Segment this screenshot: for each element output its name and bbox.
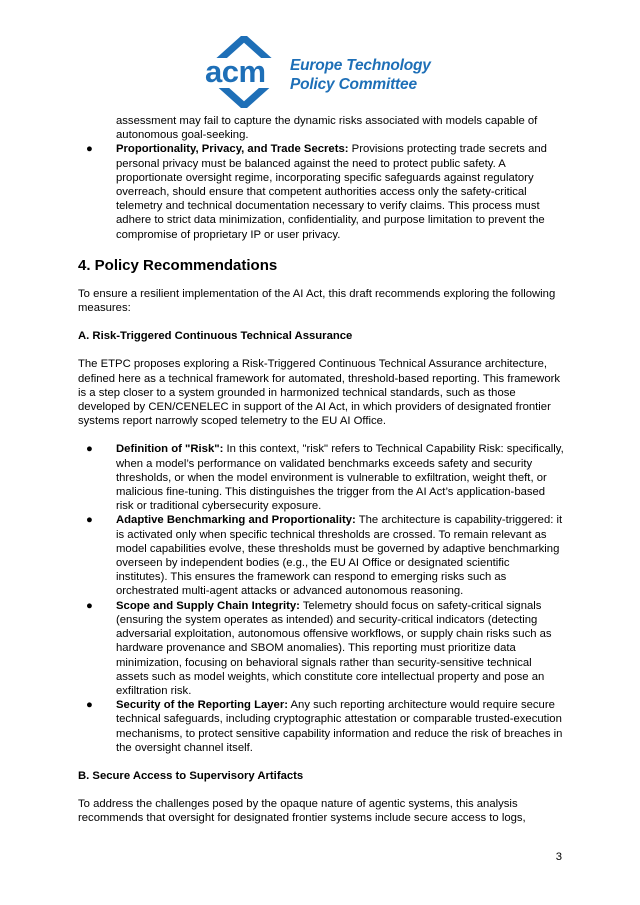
- bullet-text: Telemetry should focus on safety-critical signals (ensuring the system operates as intended) and security-critical indicators (detecting adversarial exploitation, autonomous offensive workflows, or supply chain risks such as hardware provenance and SBOM anomalies). This reporting must prioritize data minimization, focusing on behavioral signals rather than security-sensitive technical assets such as model weights, which constitute core intellectual property and pose an exfiltration risk.: [116, 599, 552, 697]
- page-number: 3: [555, 851, 562, 863]
- bullet-title: Definition of "Risk":: [116, 443, 224, 456]
- subsection-a-paragraph: The ETPC proposes exploring a Risk-Triggered Continuous Technical Assurance architecture, defined here as a technical framework for automated, threshold-based reporting. This framework is a step closer to a system grounded in harmonized technical standards, such as those developed by CEN/CENELEC in support of the AI Act, in which providers of designated frontier systems report narrowly scoped telemetry to the EU AI Office.: [78, 358, 561, 428]
- list-item: [78, 513, 564, 598]
- bullet-text: The architecture is capability-triggered: it is activated only when specific technical thresholds are crossed. To remain relevant as model capabilities evolve, these thresholds must be governed by adaptive benchmarking overseen by independent bodies (e.g., the EU AI Office or designated scientific institutes). This ensures the framework can respond to emerging risks such as orchestrated multi-agent attacks or advanced autonomous reasoning.: [116, 514, 563, 598]
- section-intro: To ensure a resilient implementation of the AI Act, this draft recommends exploring the following measures:: [78, 287, 556, 315]
- section-heading: 4. Policy Recommendations: [78, 256, 278, 274]
- bullet-dot: ●: [86, 599, 93, 612]
- bullet-title: Scope and Supply Chain Integrity:: [116, 599, 300, 612]
- intro-bullet-list: [78, 142, 564, 241]
- subsection-b-paragraph: To address the challenges posed by the opaque nature of agentic systems, this analysis recommends that oversight for designated frontier systems include secure access to logs,: [78, 798, 526, 825]
- bullet-title: Security of the Reporting Layer:: [116, 699, 288, 712]
- list-item: [78, 442, 564, 513]
- logo-committee-name: [290, 56, 431, 94]
- bullet-text: In this context, "risk" refers to Technical Capability Risk: specifically, when a model’s performance on validated benchmarks exceeds safety and security thresholds, or when the model environment is vulnerable to exfiltration, weight theft, or malicious fine-tuning. This distinguishes the trigger from the AI Act’s application-based risk or traditional cybersecurity exposure.: [116, 443, 564, 513]
- document-body: [78, 114, 564, 826]
- logo-acm-wordmark: acm: [205, 54, 266, 89]
- bullet-text: Any such reporting architecture would require secure technical safeguards, including cryptographic attestation or comparable trusted-execution mechanisms, to protect sensitive capability information and reduce the risk of breaches in the oversight channel itself.: [116, 699, 563, 754]
- bullet-title: Proportionality, Privacy, and Trade Secrets:: [116, 143, 349, 156]
- list-item: [78, 142, 564, 241]
- acm-europe-logo: [204, 36, 444, 108]
- logo-line-2: Policy Committee: [290, 76, 417, 93]
- intro-continuation: assessment may fail to capture the dynamic risks associated with models capable of autonomous goal-seeking.: [116, 115, 538, 142]
- subsection-a-heading: A. Risk-Triggered Continuous Technical Assurance: [78, 330, 353, 343]
- subsection-b-heading: B. Secure Access to Supervisory Artifacts: [78, 769, 304, 782]
- subsection-a-bullet-list: [78, 442, 564, 754]
- bullet-dot: ●: [86, 443, 93, 456]
- logo-line-1: Europe Technology: [290, 57, 431, 74]
- bullet-dot: ●: [86, 699, 93, 712]
- bullet-text: Provisions protecting trade secrets and personal privacy must be balanced against the need to protect public safety. A proportionate oversight regime, incorporating specific safeguards against regulatory overreach, should ensure that competent authorities access only the safety-critical telemetry and technical documentation necessary to verify claims. This process must adhere to strict data minimization, confidentiality, and purpose limitation to prevent the compromise of proprietary IP or user privacy.: [116, 143, 547, 241]
- bullet-title: Adaptive Benchmarking and Proportionality:: [116, 514, 356, 527]
- bullet-dot: ●: [86, 514, 93, 527]
- bullet-dot: ●: [86, 143, 93, 156]
- list-item: [78, 599, 564, 698]
- list-item: [78, 698, 564, 755]
